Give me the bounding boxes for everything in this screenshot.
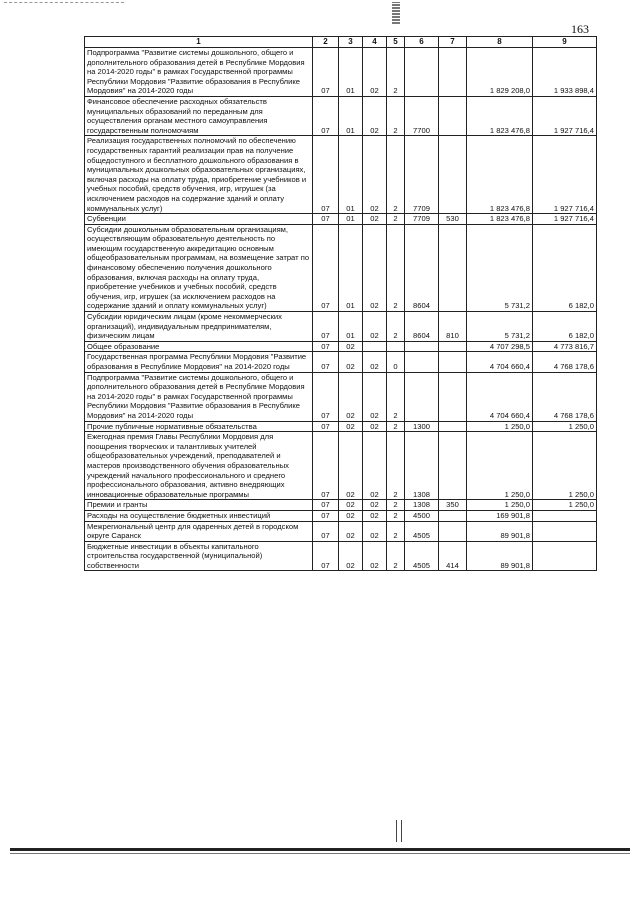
code-direction: 7709 <box>405 214 439 225</box>
code-pr: 01 <box>339 96 363 135</box>
code-rz: 07 <box>313 421 339 432</box>
code-direction: 7700 <box>405 96 439 135</box>
code-program: 02 <box>363 312 387 342</box>
table-row <box>85 500 597 511</box>
budget-table <box>84 36 597 571</box>
amount-2015: 89 901,8 <box>467 541 533 571</box>
code-subprogram: 2 <box>387 48 405 97</box>
code-vr <box>439 352 467 372</box>
code-pr: 02 <box>339 521 363 541</box>
code-program: 02 <box>363 214 387 225</box>
row-name: Подпрограмма "Развитие системы дошкольного, общего и дополнительного образования детей в Республике Мордовия на 2014-2020 годы" в рамках Государственной программы Республики Мордовия "Развитие образования в Республике Мордовия" на 2014-2020 годы <box>85 48 313 97</box>
page-bottom-rule <box>10 848 630 851</box>
table-row <box>85 432 597 500</box>
code-pr: 01 <box>339 312 363 342</box>
code-subprogram: 2 <box>387 214 405 225</box>
code-pr: 02 <box>339 500 363 511</box>
code-subprogram: 2 <box>387 136 405 214</box>
table-row <box>85 136 597 214</box>
code-program: 02 <box>363 96 387 135</box>
column-header: 3 <box>339 37 363 48</box>
amount-2016: 6 182,0 <box>533 312 597 342</box>
code-subprogram <box>387 341 405 352</box>
code-rz: 07 <box>313 48 339 97</box>
code-program: 02 <box>363 432 387 500</box>
table-row <box>85 96 597 135</box>
table-row <box>85 541 597 571</box>
code-direction <box>405 48 439 97</box>
code-vr <box>439 521 467 541</box>
code-direction <box>405 341 439 352</box>
code-subprogram: 2 <box>387 224 405 311</box>
table-row <box>85 352 597 372</box>
code-direction <box>405 372 439 421</box>
code-direction: 8604 <box>405 224 439 311</box>
code-rz: 07 <box>313 352 339 372</box>
row-name: Ежегодная премия Главы Республики Мордовия для поощрения творческих и талантливых учителей общеобразовательных учреждений, преподавателей и мастеров производственного обучения образовательных учреждений начального профессионального и среднего профессионального образования, активно внедряющих инновационные образовательные программы <box>85 432 313 500</box>
code-program: 02 <box>363 372 387 421</box>
row-name: Финансовое обеспечение расходных обязательств муниципальных образований по переданным для осуществления органам местного самоуправления государственным полномочиям <box>85 96 313 135</box>
amount-2015: 1 823 476,8 <box>467 214 533 225</box>
amount-2016 <box>533 510 597 521</box>
table-row <box>85 421 597 432</box>
binding-mark <box>396 820 402 842</box>
code-program <box>363 341 387 352</box>
amount-2015: 4 707 298,5 <box>467 341 533 352</box>
code-program: 02 <box>363 521 387 541</box>
column-header: 4 <box>363 37 387 48</box>
code-direction: 1308 <box>405 432 439 500</box>
code-subprogram: 2 <box>387 312 405 342</box>
table-row <box>85 312 597 342</box>
code-program: 02 <box>363 500 387 511</box>
code-rz: 07 <box>313 224 339 311</box>
code-rz: 07 <box>313 541 339 571</box>
code-pr: 02 <box>339 510 363 521</box>
code-pr: 02 <box>339 352 363 372</box>
amount-2015: 1 823 476,8 <box>467 96 533 135</box>
amount-2016: 1 927 716,4 <box>533 136 597 214</box>
code-program: 02 <box>363 510 387 521</box>
code-vr <box>439 432 467 500</box>
code-pr: 01 <box>339 214 363 225</box>
code-pr: 02 <box>339 541 363 571</box>
code-rz: 07 <box>313 510 339 521</box>
code-pr: 01 <box>339 224 363 311</box>
amount-2015: 1 829 208,0 <box>467 48 533 97</box>
code-direction: 4505 <box>405 521 439 541</box>
code-pr: 01 <box>339 136 363 214</box>
amount-2016: 1 250,0 <box>533 432 597 500</box>
code-subprogram: 2 <box>387 521 405 541</box>
code-direction: 8604 <box>405 312 439 342</box>
code-direction <box>405 352 439 372</box>
column-header: 2 <box>313 37 339 48</box>
code-vr <box>439 96 467 135</box>
code-direction: 1308 <box>405 500 439 511</box>
table-row <box>85 372 597 421</box>
code-rz: 07 <box>313 521 339 541</box>
code-vr: 414 <box>439 541 467 571</box>
row-name: Субсидии юридическим лицам (кроме некоммерческих организаций), индивидуальным предпринимателям, физическим лицам <box>85 312 313 342</box>
amount-2016: 1 927 716,4 <box>533 96 597 135</box>
amount-2016 <box>533 521 597 541</box>
row-name: Реализация государственных полномочий по обеспечению государственных гарантий реализации прав на получение общедоступного и бесплатного дошкольного образования в муниципальных дошкольных образовательных организациях, включая расходы на оплату труда, приобретение учебников и учебных пособий, средств обучения, игр, игрушек (за исключением расходов на содержание зданий и оплату коммунальных услуг) <box>85 136 313 214</box>
code-vr <box>439 421 467 432</box>
amount-2015: 1 250,0 <box>467 500 533 511</box>
row-name: Подпрограмма "Развитие системы дошкольного, общего и дополнительного образования детей в Республике Мордовия на 2014-2020 годы" в рамках Государственной программы Республики Мордовия "Развитие образования в Республике Мордовия" на 2014-2020 годы <box>85 372 313 421</box>
row-name: Государственная программа Республики Мордовия "Развитие образования в Республике Мордовия" на 2014-2020 годы <box>85 352 313 372</box>
code-rz: 07 <box>313 214 339 225</box>
scan-artifact <box>392 2 400 24</box>
amount-2016: 4 768 178,6 <box>533 372 597 421</box>
amount-2015: 4 704 660,4 <box>467 372 533 421</box>
code-vr: 810 <box>439 312 467 342</box>
page-number: 163 <box>571 22 589 36</box>
code-vr <box>439 136 467 214</box>
code-subprogram: 2 <box>387 541 405 571</box>
amount-2015: 5 731,2 <box>467 312 533 342</box>
column-header: 5 <box>387 37 405 48</box>
code-rz: 07 <box>313 372 339 421</box>
column-header: 6 <box>405 37 439 48</box>
row-name: Субвенции <box>85 214 313 225</box>
code-direction: 1300 <box>405 421 439 432</box>
amount-2015: 89 901,8 <box>467 521 533 541</box>
code-subprogram: 2 <box>387 421 405 432</box>
amount-2015: 1 823 476,8 <box>467 136 533 214</box>
column-header: 9 <box>533 37 597 48</box>
row-name: Общее образование <box>85 341 313 352</box>
code-rz: 07 <box>313 341 339 352</box>
amount-2016: 1 250,0 <box>533 421 597 432</box>
amount-2016: 4 773 816,7 <box>533 341 597 352</box>
code-pr: 02 <box>339 341 363 352</box>
amount-2016: 4 768 178,6 <box>533 352 597 372</box>
row-name: Бюджетные инвестиции в объекты капитального строительства государственной (муниципальной) собственности <box>85 541 313 571</box>
amount-2016: 1 933 898,4 <box>533 48 597 97</box>
table-row <box>85 224 597 311</box>
code-rz: 07 <box>313 500 339 511</box>
code-program: 02 <box>363 48 387 97</box>
code-subprogram: 2 <box>387 500 405 511</box>
code-subprogram: 2 <box>387 510 405 521</box>
row-name: Межрегиональный центр для одаренных детей в городском округе Саранск <box>85 521 313 541</box>
table-row <box>85 341 597 352</box>
table-header-row <box>85 37 597 48</box>
code-program: 02 <box>363 541 387 571</box>
code-program: 02 <box>363 352 387 372</box>
code-subprogram: 2 <box>387 96 405 135</box>
code-direction: 4500 <box>405 510 439 521</box>
row-name: Премии и гранты <box>85 500 313 511</box>
code-vr: 530 <box>439 214 467 225</box>
amount-2015: 1 250,0 <box>467 432 533 500</box>
amount-2015: 5 731,2 <box>467 224 533 311</box>
code-program: 02 <box>363 224 387 311</box>
code-vr: 350 <box>439 500 467 511</box>
column-header: 8 <box>467 37 533 48</box>
column-header: 1 <box>85 37 313 48</box>
code-pr: 02 <box>339 432 363 500</box>
code-rz: 07 <box>313 136 339 214</box>
amount-2015: 1 250,0 <box>467 421 533 432</box>
code-rz: 07 <box>313 312 339 342</box>
amount-2016: 1 250,0 <box>533 500 597 511</box>
code-direction: 4505 <box>405 541 439 571</box>
code-program: 02 <box>363 421 387 432</box>
code-vr <box>439 48 467 97</box>
amount-2016 <box>533 541 597 571</box>
amount-2015: 4 704 660,4 <box>467 352 533 372</box>
page-bottom-rule <box>10 853 630 854</box>
table-row <box>85 510 597 521</box>
amount-2015: 169 901,8 <box>467 510 533 521</box>
code-subprogram: 2 <box>387 432 405 500</box>
code-program: 02 <box>363 136 387 214</box>
code-vr <box>439 372 467 421</box>
table-row <box>85 214 597 225</box>
code-rz: 07 <box>313 96 339 135</box>
amount-2016: 1 927 716,4 <box>533 214 597 225</box>
code-pr: 01 <box>339 48 363 97</box>
code-subprogram: 2 <box>387 372 405 421</box>
code-vr <box>439 224 467 311</box>
code-rz: 07 <box>313 432 339 500</box>
row-name: Расходы на осуществление бюджетных инвестиций <box>85 510 313 521</box>
row-name: Прочие публичные нормативные обязательства <box>85 421 313 432</box>
column-header: 7 <box>439 37 467 48</box>
code-pr: 02 <box>339 372 363 421</box>
amount-2016: 6 182,0 <box>533 224 597 311</box>
code-vr <box>439 510 467 521</box>
code-direction: 7709 <box>405 136 439 214</box>
table-row <box>85 521 597 541</box>
table-row <box>85 48 597 97</box>
code-vr <box>439 341 467 352</box>
code-pr: 02 <box>339 421 363 432</box>
code-subprogram: 0 <box>387 352 405 372</box>
scan-margin-mark <box>4 2 124 4</box>
row-name: Субсидии дошкольным образовательным организациям, осуществляющим образовательную деятельность по имеющим государственную аккредитацию основным общеобразовательным программам, на возмещение затрат по финансовому обеспечению получения дошкольного образования, включая расходы на оплату труда, приобретение учебников и учебных пособий, средств обучения, игр, игрушек (за исключением расходов на содержание зданий и оплату коммунальных услуг) <box>85 224 313 311</box>
